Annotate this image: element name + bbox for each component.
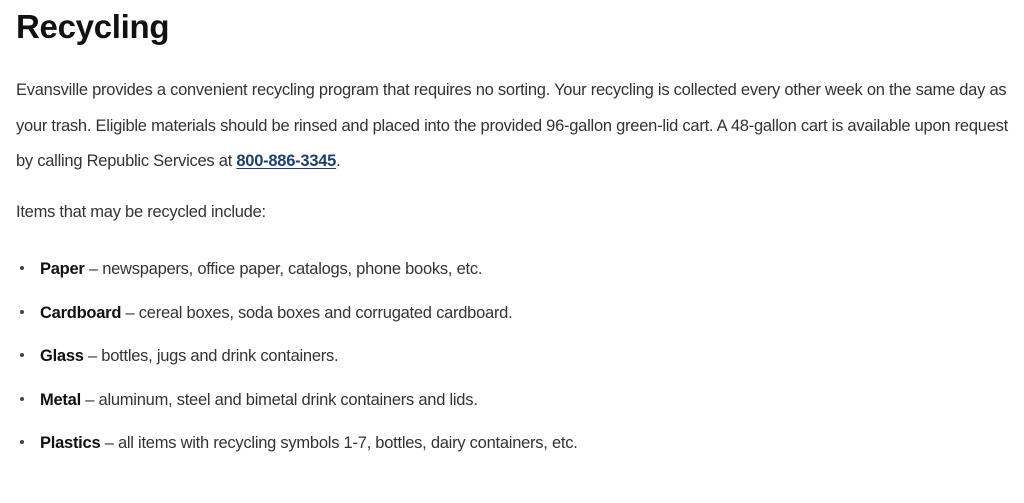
list-item xyxy=(16,430,1006,474)
list-item xyxy=(16,387,1006,431)
list-item xyxy=(16,256,1006,300)
bullet-icon xyxy=(20,397,24,401)
material-term: Plastics xyxy=(40,434,101,452)
list-item xyxy=(16,300,1006,344)
material-term: Paper xyxy=(40,260,85,278)
intro-text: Evansville provides a convenient recycling program that requires no sorting. Your recycling is collected every other week on the same day as your trash. Eligible materials should be rinsed and placed into the provided 96-gallon green-lid cart. A 48-gallon cart is available upon request by calling Republic Services at xyxy=(16,81,1008,170)
intro-paragraph xyxy=(16,73,1008,180)
material-description: – bottles, jugs and drink containers. xyxy=(83,347,339,365)
material-term: Glass xyxy=(40,347,84,365)
bullet-icon xyxy=(20,266,24,270)
material-description: – cereal boxes, soda boxes and corrugated cardboard. xyxy=(121,303,513,322)
material-description: – all items with recycling symbols 1-7, bottles, dairy containers, etc. xyxy=(100,434,578,452)
list-item xyxy=(16,343,1006,387)
material-description: – aluminum, steel and bimetal drink containers and lids. xyxy=(80,390,478,409)
phone-link[interactable]: 800-886-3345 xyxy=(236,152,337,170)
material-description: – newspapers, office paper, catalogs, phone books, etc. xyxy=(84,260,483,278)
items-intro: Items that may be recycled include: xyxy=(16,203,266,221)
bullet-icon xyxy=(20,353,24,357)
materials-list xyxy=(16,256,1006,474)
page-title: Recycling xyxy=(16,8,170,45)
intro-text-end: . xyxy=(336,152,341,170)
bullet-icon xyxy=(20,310,24,314)
bullet-icon xyxy=(20,440,24,444)
material-term: Cardboard xyxy=(40,303,122,322)
material-term: Metal xyxy=(40,390,81,409)
